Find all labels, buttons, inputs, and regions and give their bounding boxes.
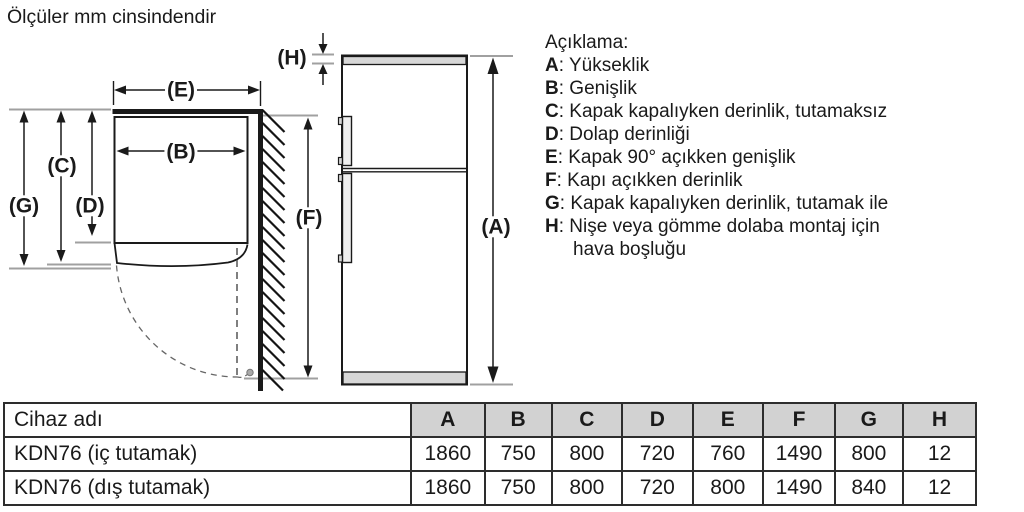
table-cell: 720 [622,437,692,471]
table-header-F: F [763,403,835,437]
table-cell: 800 [693,471,763,505]
legend-item-h: H: Nişe veya gömme dolaba montaj için [545,216,880,237]
table-cell: 1490 [763,471,835,505]
door-hinge-dot [247,369,253,375]
wall-hatching [263,110,285,391]
dim-label-C: (C) [47,154,77,178]
legend-item-h-line2: hava boşluğu [573,239,687,260]
legend-item-g: G: Kapak kapalıyken derinlik, tutamak ile [545,193,889,214]
table-cell: 760 [693,437,763,471]
dim-label-A: (A) [481,215,511,239]
legend-item-f: F: Kapı açıkken derinlik [545,170,743,191]
spec-table [3,402,1024,506]
device-name-cell: KDN76 (iç tutamak) [4,437,411,471]
table-cell: 1860 [411,471,485,505]
cabinet-top-panel [343,57,466,65]
table-cell: 800 [552,471,622,505]
dim-label-G: (G) [8,194,40,218]
dim-label-E: (E) [167,78,195,102]
dimension-C [57,111,66,263]
table-cell: 840 [835,471,903,505]
table-header-A: A [411,403,485,437]
table-header-C: C [552,403,622,437]
table-cell: 12 [903,437,977,471]
table-cell: 12 [903,471,977,505]
dimension-F [304,118,313,378]
legend-item-e: E: Kapak 90° açıkken genişlik [545,147,796,168]
page-title: Ölçüler mm cinsindendir [7,6,217,28]
legend-item-d: D: Dolap derinliği [545,124,690,145]
legend-item-c: C: Kapak kapalıyken derinlik, tutamaksız [545,101,888,122]
table-header-row [4,403,1023,437]
table-header-B: B [485,403,552,437]
table-cell: 750 [485,437,552,471]
side-view [312,33,513,385]
dimension-G [20,111,29,267]
table-row [4,437,1023,471]
door-front-curve [115,243,248,266]
upper-door-handle [339,117,352,166]
table-cell: 750 [485,471,552,505]
table-header-H: H [903,403,977,437]
table-cell: 1490 [763,437,835,471]
table-header-D: D [622,403,692,437]
dimension-H [312,33,334,85]
cabinet-outline-top-view [115,117,248,243]
dim-label-F: (F) [295,206,323,230]
dim-label-D: (D) [75,194,105,218]
dim-label-B: (B) [166,140,196,164]
table-header-G: G [835,403,903,437]
legend-item-b: B: Genişlik [545,78,637,99]
table-row [4,471,1023,505]
legend-heading: Açıklama: [545,32,629,53]
table-cell: 720 [622,471,692,505]
door-swing-arc [117,266,238,378]
table-cell: 1860 [411,437,485,471]
device-name-cell: KDN76 (dış tutamak) [4,471,411,505]
table-cell: 800 [835,437,903,471]
table-header-device-name: Cihaz adı [4,403,411,437]
top-view [9,78,318,391]
legend-item-a: A: Yükseklik [545,55,650,76]
lower-door-handle [339,174,352,263]
cabinet-outline-side-view [342,56,467,385]
cabinet-plinth [343,372,466,384]
table-header-E: E [693,403,763,437]
legend [545,31,1015,261]
dim-label-H: (H) [277,46,307,70]
table-cell: 800 [552,437,622,471]
